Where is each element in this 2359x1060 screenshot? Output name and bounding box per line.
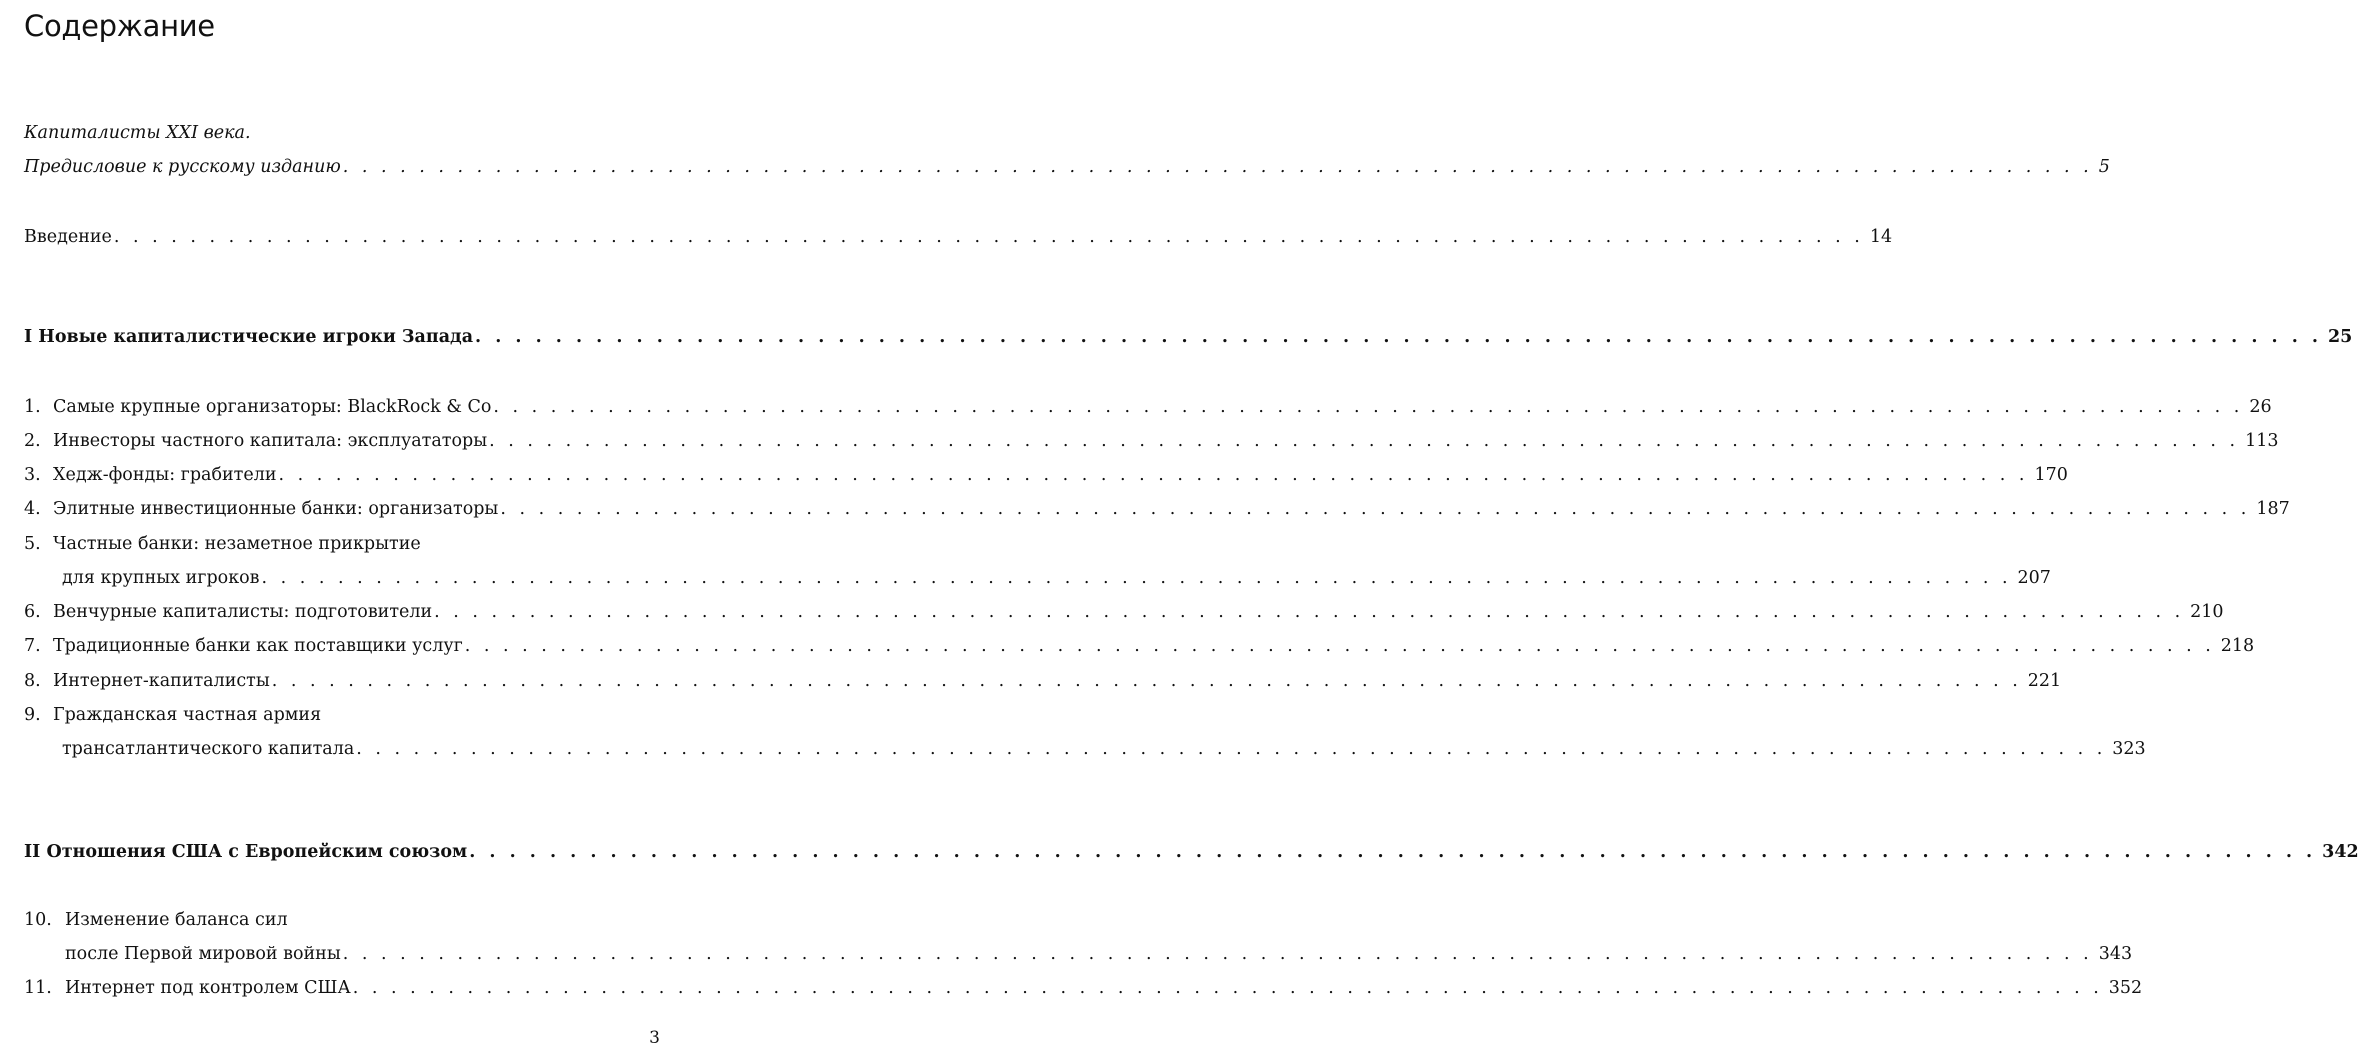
chapter-number: 2. <box>24 431 41 451</box>
chapter-title: Традиционные банки как поставщики услуг <box>53 636 463 656</box>
chapter-title: Частные банки: незаметное прикрытие <box>53 534 421 554</box>
toc-page-number: 26 <box>2249 397 2272 417</box>
chapter-title: Интернет под контролем США <box>65 978 351 998</box>
toc-entry-text: Предисловие к русскому изданию <box>24 157 341 177</box>
chapter-number: 3. <box>24 465 41 485</box>
toc-entry-preface[interactable] <box>24 152 2110 182</box>
toc-entry-text: Капиталисты XXI века. <box>24 123 251 143</box>
toc-chapter[interactable] <box>24 666 2062 696</box>
toc-part-heading[interactable] <box>24 322 2353 352</box>
dot-leader: . . . . . . . . . . . . . . . . . . . . . . . . . . . . . . . . . . . . . . . . . . . . . . . . . . . . . . . . . . . . . . . . . . . . . . . . . . . . . . . . . . . . . . . . . . . . <box>271 671 2022 691</box>
chapter-title: Венчурные капиталисты: подготовители <box>53 602 433 622</box>
toc-page-number: 210 <box>2190 602 2224 622</box>
chapter-number: 6. <box>24 602 41 622</box>
chapter-title: Хедж-фонды: грабители <box>53 465 277 485</box>
chapter-number: 9. <box>24 705 41 725</box>
toc-page-number: 113 <box>2245 431 2279 451</box>
dot-leader: . . . . . . . . . . . . . . . . . . . . . . . . . . . . . . . . . . . . . . . . . . . . . . . . . . . . . . . . . . . . . . . . . . . . . . . . . . . . . . . . . . . . . . . . . . . . <box>342 944 2093 964</box>
toc-chapter[interactable] <box>24 494 2290 524</box>
toc-chapter-line2[interactable] <box>62 734 2146 764</box>
toc-chapter-line1[interactable] <box>24 529 660 559</box>
chapter-title: Изменение баланса сил <box>65 910 288 930</box>
dot-leader: . . . . . . . . . . . . . . . . . . . . . . . . . . . . . . . . . . . . . . . . . . . . . . . . . . . . . . . . . . . . . . . . . . . . . . . . . . . . . . . . . . . . . . . . . . . . <box>342 157 2093 177</box>
toc-entry-text: Введение <box>24 227 112 247</box>
dot-leader: . . . . . . . . . . . . . . . . . . . . . . . . . . . . . . . . . . . . . . . . . . . . . . . . . . . . . . . . . . . . . . . . . . . . . . . . . . . . . . . . . . . . . . . . . . . . <box>500 499 2251 519</box>
toc-chapter-line2[interactable] <box>62 563 2051 593</box>
dot-leader: . . . . . . . . . . . . . . . . . . . . . . . . . . . . . . . . . . . . . . . . . . . . . . . . . . . . . . . . . . . . . . . . . . . . . . . . . . . . . . . . . . . . . . . . . . . . <box>475 327 2322 347</box>
toc-chapter[interactable] <box>24 631 2255 661</box>
dot-leader: . . . . . . . . . . . . . . . . . . . . . . . . . . . . . . . . . . . . . . . . . . . . . . . . . . . . . . . . . . . . . . . . . . . . . . . . . . . . . . . . . . . . . . . . . . . . <box>356 739 2107 759</box>
chapter-title: Элитные инвестиционные банки: организаторы <box>53 499 499 519</box>
toc-chapter-line1[interactable] <box>24 700 660 730</box>
dot-leader: . . . . . . . . . . . . . . . . . . . . . . . . . . . . . . . . . . . . . . . . . . . . . . . . . . . . . . . . . . . . . . . . . . . . . . . . . . . . . . . . . . . . . . . . . . . . <box>464 636 2215 656</box>
toc-page-number: 187 <box>2256 499 2290 519</box>
toc-part-title: I Новые капиталистические игроки Запада <box>24 327 474 347</box>
toc-page-number: 343 <box>2098 944 2133 964</box>
dot-leader: . . . . . . . . . . . . . . . . . . . . . . . . . . . . . . . . . . . . . . . . . . . . . . . . . . . . . . . . . . . . . . . . . . . . . . . . . . . . . . . . . . . . . . . . . . . . <box>469 842 2317 862</box>
chapter-number: 10. <box>24 910 52 930</box>
page-number: 3 <box>649 1028 660 1048</box>
page-title: Содержание <box>24 9 215 43</box>
chapter-title: Самые крупные организаторы: BlackRock & Co <box>53 397 492 417</box>
dot-leader: . . . . . . . . . . . . . . . . . . . . . . . . . . . . . . . . . . . . . . . . . . . . . . . . . . . . . . . . . . . . . . . . . . . . . . . . . . . . . . . . . . . . . . . . . . . . <box>113 227 1864 247</box>
chapter-title: Гражданская частная армия <box>53 705 322 725</box>
toc-chapter[interactable] <box>24 392 2272 422</box>
toc-page-number: 221 <box>2027 671 2062 691</box>
toc-chapter-line2[interactable] <box>65 939 2133 969</box>
toc-page-number: 5 <box>2098 157 2110 177</box>
dot-leader: . . . . . . . . . . . . . . . . . . . . . . . . . . . . . . . . . . . . . . . . . . . . . . . . . . . . . . . . . . . . . . . . . . . . . . . . . . . . . . . . . . . . . . . . . . . . <box>434 602 2185 622</box>
chapter-number: 8. <box>24 671 41 691</box>
chapter-number: 7. <box>24 636 41 656</box>
chapter-title: Интернет-капиталисты <box>53 671 270 691</box>
chapter-number: 5. <box>24 534 41 554</box>
chapter-title-continued: после Первой мировой войны <box>65 944 341 964</box>
chapter-number: 11. <box>24 978 52 998</box>
toc-chapter-line1[interactable] <box>24 905 660 935</box>
toc-chapter[interactable] <box>24 426 2279 456</box>
toc-chapter[interactable] <box>24 973 2143 1003</box>
toc-page-number: 14 <box>1869 227 1893 247</box>
toc-part-heading[interactable] <box>24 837 2359 867</box>
toc-part-title: II Отношения США с Европейским союзом <box>24 842 468 862</box>
dot-leader: . . . . . . . . . . . . . . . . . . . . . . . . . . . . . . . . . . . . . . . . . . . . . . . . . . . . . . . . . . . . . . . . . . . . . . . . . . . . . . . . . . . . . . . . . . . . <box>489 431 2240 451</box>
toc-chapter[interactable] <box>24 597 2224 627</box>
toc-entry-preface-line1[interactable] <box>24 118 660 148</box>
chapter-number: 1. <box>24 397 41 417</box>
toc-entry-introduction[interactable] <box>24 222 1893 252</box>
dot-leader: . . . . . . . . . . . . . . . . . . . . . . . . . . . . . . . . . . . . . . . . . . . . . . . . . . . . . . . . . . . . . . . . . . . . . . . . . . . . . . . . . . . . . . . . . . . . <box>261 568 2012 588</box>
toc-page-number: 25 <box>2327 327 2353 347</box>
toc-page-number: 207 <box>2017 568 2051 588</box>
dot-leader: . . . . . . . . . . . . . . . . . . . . . . . . . . . . . . . . . . . . . . . . . . . . . . . . . . . . . . . . . . . . . . . . . . . . . . . . . . . . . . . . . . . . . . . . . . . . <box>278 465 2029 485</box>
dot-leader: . . . . . . . . . . . . . . . . . . . . . . . . . . . . . . . . . . . . . . . . . . . . . . . . . . . . . . . . . . . . . . . . . . . . . . . . . . . . . . . . . . . . . . . . . . . . <box>352 978 2103 998</box>
toc-page-number: 352 <box>2108 978 2143 998</box>
toc-page-number: 342 <box>2322 842 2359 862</box>
toc-chapter[interactable] <box>24 460 2068 490</box>
dot-leader: . . . . . . . . . . . . . . . . . . . . . . . . . . . . . . . . . . . . . . . . . . . . . . . . . . . . . . . . . . . . . . . . . . . . . . . . . . . . . . . . . . . . . . . . . . . . <box>493 397 2244 417</box>
toc-page-number: 170 <box>2034 465 2068 485</box>
chapter-title-continued: трансатлантического капитала <box>62 739 355 759</box>
chapter-title: Инвесторы частного капитала: эксплуататоры <box>53 431 488 451</box>
chapter-title-continued: для крупных игроков <box>62 568 260 588</box>
toc-page-number: 323 <box>2112 739 2146 759</box>
chapter-number: 4. <box>24 499 41 519</box>
toc-page-number: 218 <box>2220 636 2255 656</box>
